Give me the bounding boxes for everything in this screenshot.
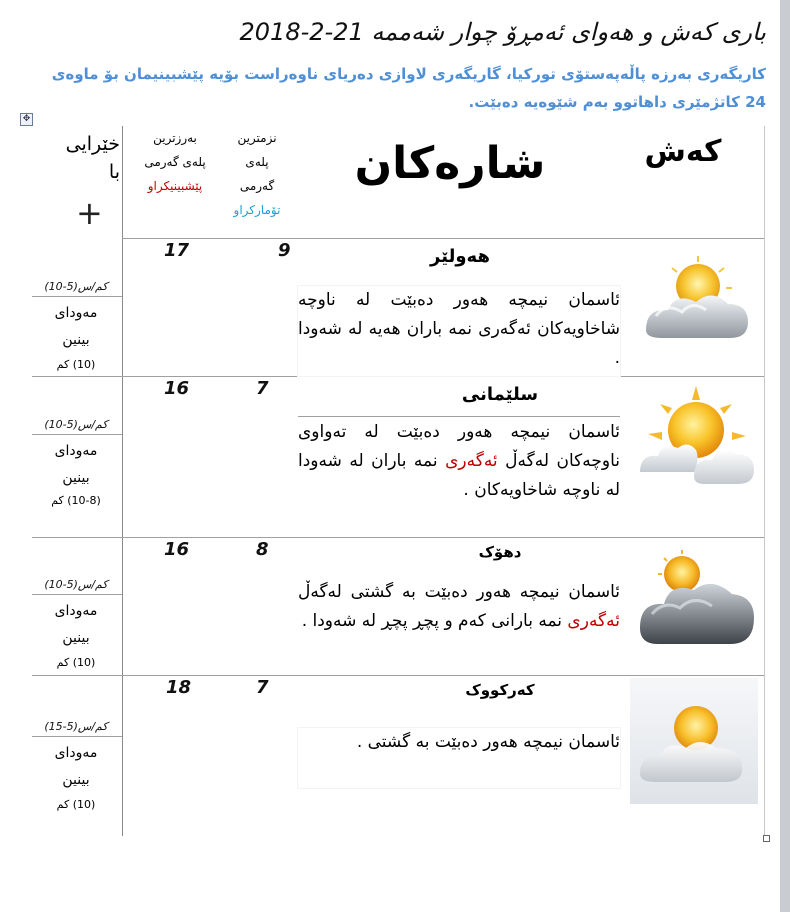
column-header-min-temp: [222, 126, 292, 222]
column-header-wind-speed: [30, 130, 120, 186]
table-divider: [122, 238, 764, 239]
min-temp-value: 8: [256, 539, 269, 560]
visibility-label-line: بینین: [62, 630, 90, 646]
description-text: ئاسمان نیمچە هەور دەبێت لە ناوچە شاخاویەکان ئەگەری نمە باران هەیە لە شەودا .: [298, 290, 620, 368]
description-text: ئاسمان نیمچە هەور دەبێت لە تەواوی ناوچەکان لەگەڵ: [298, 422, 620, 471]
cell-divider: [32, 736, 122, 737]
city-name: هەولێر: [430, 246, 490, 267]
visibility-value: (10) کم: [56, 656, 96, 669]
visibility-label: [32, 300, 120, 354]
visibility-label: [32, 598, 120, 652]
table-resize-handle[interactable]: [763, 835, 770, 842]
header-line: نزمترین: [237, 131, 277, 145]
max-temp-value: 16: [164, 378, 190, 399]
page-edge: [780, 0, 790, 912]
header-line: با: [108, 161, 120, 183]
wind-speed-value: (10-5)کم/س: [44, 418, 108, 431]
table-divider: [122, 126, 123, 836]
visibility-label-line: بینین: [62, 332, 90, 348]
visibility-label-line: مەودای: [54, 305, 98, 321]
dark-cloud-sun-icon: [636, 548, 756, 658]
description-highlight: ئەگەری: [445, 451, 498, 471]
header-line: پلەی: [245, 155, 269, 169]
visibility-label: [32, 740, 120, 794]
page-title: باری کەش و هەوای ئەمڕۆ چوار شەممە 21-2-2018: [239, 18, 766, 46]
column-header-max-temp: [128, 126, 222, 198]
table-divider: [764, 126, 765, 836]
forecast-intro: کاریگەری بەرزە پاڵەپەستۆی تورکیا، گاریگەری لاوازی دەریای ناوەراست بۆیە پێشبینیمان بۆ ماوەی 24 کاتژمێری داهاتوو بەم شێوەیە دەبێت.: [51, 65, 766, 111]
table-divider: [32, 376, 764, 377]
column-header-weather: کەش: [644, 134, 722, 169]
header-line: پلەی گەرمی: [144, 155, 206, 169]
header-note: تۆمارکراو: [233, 203, 281, 217]
city-name: دهۆک: [478, 543, 522, 561]
header-line: بەرزترین: [153, 131, 197, 145]
sun-cloud-icon: [636, 384, 756, 494]
description-text: نمە بارانی کەم و پچڕ پچڕ لە شەودا .: [301, 611, 568, 631]
plus-icon: +: [76, 194, 103, 232]
visibility-label-line: بینین: [62, 470, 90, 486]
header-note: پێشبینیکراو: [147, 179, 203, 193]
table-divider: [32, 537, 764, 538]
cell-divider: [32, 434, 122, 435]
visibility-value: (10) کم: [56, 798, 96, 811]
max-temp-value: 17: [164, 240, 190, 261]
visibility-value: (10) کم: [56, 358, 96, 371]
cell-divider: [32, 594, 122, 595]
description-text: نمە باران لە شەودا لە ناوچە شاخاویەکان .: [298, 451, 620, 500]
weather-description: [298, 728, 620, 788]
table-move-handle-icon[interactable]: ✥: [20, 113, 33, 126]
cell-divider: [298, 416, 620, 417]
visibility-label: [32, 438, 120, 492]
weather-description: [298, 418, 620, 536]
header-line: خێرایی: [65, 133, 120, 155]
partly-cloudy-icon: [636, 252, 756, 362]
visibility-label-line: مەودای: [54, 745, 98, 761]
weather-description: [298, 578, 620, 674]
min-temp-value: 7: [256, 677, 269, 698]
min-temp-value: 7: [256, 378, 269, 399]
description-text: ئاسمان نیمچە هەور دەبێت بە گشتی لەگەڵ: [298, 582, 620, 602]
city-name: کەرکووک: [465, 681, 535, 699]
visibility-label-line: مەودای: [54, 603, 98, 619]
visibility-value: (10-8) کم: [51, 494, 101, 507]
max-temp-value: 18: [166, 677, 192, 698]
visibility-label-line: بینین: [62, 772, 90, 788]
description-text: ئاسمان نیمچە هەور دەبێت بە گشتی .: [356, 732, 620, 752]
max-temp-value: 16: [164, 539, 190, 560]
wind-speed-value: (10-5)کم/س: [44, 578, 108, 591]
city-name: سلێمانی: [461, 384, 539, 405]
hazy-sun-icon: [630, 678, 758, 804]
min-temp-value: 9: [278, 240, 291, 261]
cell-divider: [32, 296, 122, 297]
table-divider: [32, 675, 764, 676]
visibility-label-line: مەودای: [54, 443, 98, 459]
description-highlight: ئەگەری: [567, 611, 620, 631]
weather-description: [298, 286, 620, 376]
wind-speed-value: (10-5)کم/س: [44, 280, 108, 293]
header-line: گەرمی: [239, 179, 275, 193]
column-header-cities: شارەکان: [354, 138, 546, 189]
wind-speed-value: (15-5)کم/س: [44, 720, 108, 733]
